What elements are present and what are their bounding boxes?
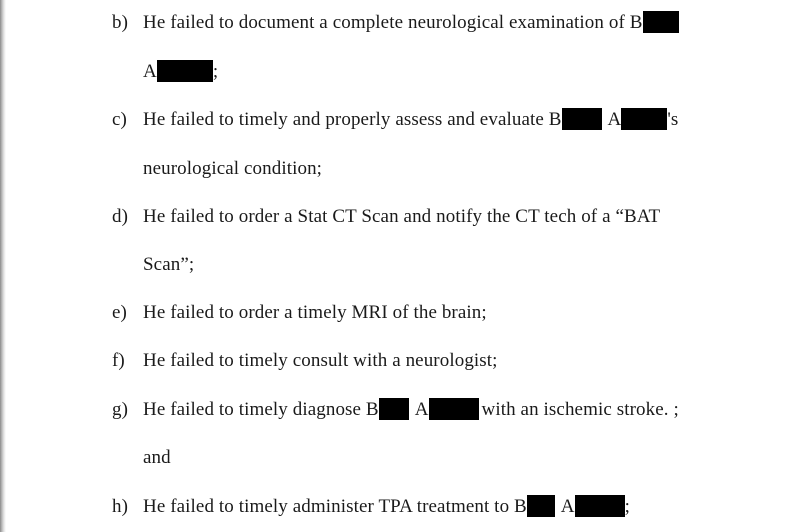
list-item-e	[112, 301, 487, 325]
name-initial: B	[514, 496, 527, 517]
item-text-tail: with an ischemic stroke. ;	[481, 399, 679, 420]
redaction-bar	[643, 11, 679, 33]
list-item-f	[112, 349, 498, 373]
item-marker: f)	[112, 350, 125, 371]
item-marker: d)	[112, 206, 129, 227]
redaction-bar	[575, 495, 625, 517]
item-text: He failed to timely administer TPA treatment to	[143, 496, 515, 517]
punctuation: ;	[624, 496, 631, 517]
name-initial: B	[548, 109, 562, 130]
list-item-d-continuation	[143, 253, 194, 277]
list-item-h	[112, 495, 630, 519]
item-text-continuation: and	[143, 447, 171, 468]
item-text-continuation: neurological condition;	[143, 158, 323, 179]
item-text: He failed to order a Stat CT Scan and notify the CT tech of a “BAT	[143, 206, 661, 227]
name-initial: B	[629, 12, 643, 33]
name-initial: B	[365, 399, 379, 420]
possessive: 's	[667, 109, 679, 130]
redaction-bar	[429, 398, 479, 420]
list-item-d	[112, 205, 660, 229]
list-item-b	[112, 11, 679, 35]
redaction-bar	[157, 60, 213, 82]
redaction-bar	[527, 495, 555, 517]
item-text-continuation: Scan”;	[143, 254, 195, 275]
redaction-bar	[562, 108, 602, 130]
surname-initial: A	[560, 496, 575, 517]
item-marker: h)	[112, 496, 129, 517]
item-text: He failed to timely consult with a neurologist;	[143, 350, 498, 371]
redaction-bar	[379, 398, 409, 420]
punctuation: ;	[212, 61, 219, 82]
list-item-g-continuation	[143, 446, 171, 470]
surname-initial: A	[414, 399, 429, 420]
item-text: He failed to order a timely MRI of the brain;	[143, 302, 487, 323]
surname-initial: A	[607, 109, 622, 130]
redaction-bar	[621, 108, 667, 130]
item-text: He failed to timely diagnose	[143, 399, 366, 420]
item-marker: c)	[112, 109, 127, 130]
list-item-c	[112, 108, 678, 132]
item-marker: e)	[112, 302, 127, 323]
item-marker: g)	[112, 399, 129, 420]
list-item-g	[112, 398, 679, 422]
item-text: He failed to document a complete neurological examination of	[143, 12, 630, 33]
item-text: He failed to timely and properly assess and evaluate	[143, 109, 549, 130]
list-item-b-continuation	[143, 60, 218, 84]
list-item-c-continuation	[143, 157, 322, 181]
name-initial: A	[143, 61, 157, 82]
item-marker: b)	[112, 12, 129, 33]
